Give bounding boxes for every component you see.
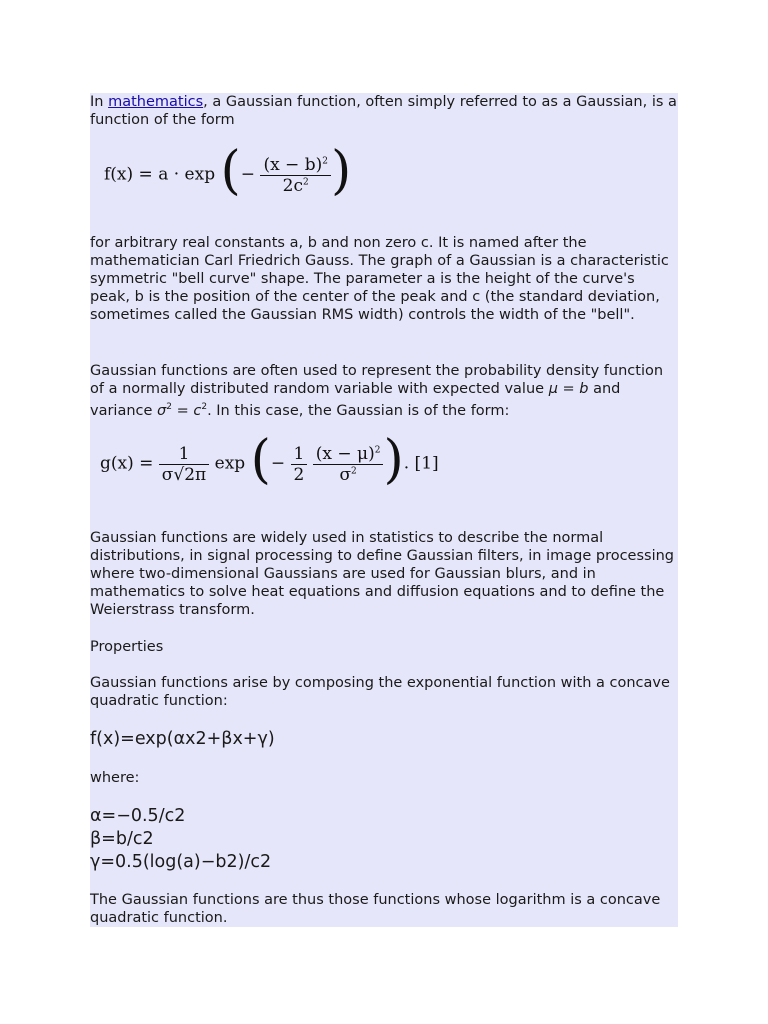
mathematics-link[interactable]: mathematics	[108, 94, 204, 110]
numerator-exponent: 2	[322, 155, 328, 166]
probability-tail: . In this case, the Gaussian is of the form:	[207, 402, 510, 419]
c-exponent: 2	[201, 402, 208, 412]
exponent-denominator: σ	[339, 464, 352, 485]
left-paren: (	[220, 141, 241, 201]
normalizer-denominator: σ√2π	[159, 464, 209, 485]
properties-heading: Properties	[90, 639, 164, 655]
exponent-fraction	[313, 444, 384, 485]
quadratic-exp-equation: f(x)=exp(αx2+βx+γ)	[90, 729, 275, 749]
formula-numerator: (x − b)	[263, 154, 323, 175]
denominator-exponent: 2	[303, 176, 309, 187]
exp-operator: exp	[214, 453, 246, 474]
article-panel	[90, 93, 678, 927]
applications-paragraph: Gaussian functions are widely used in statistics to describe the normal distributions, in signal processing to define Gaussian filters, in image processing where two-dimensional Gaussians are used for Gaussian blurs, and in mathematics to solve heat equations and diffusion equations and to define the Weierstrass transform.	[90, 530, 675, 618]
half-numerator: 1	[293, 443, 305, 464]
where-label: where:	[90, 770, 140, 786]
composition-paragraph: Gaussian functions arise by composing the exponential function with a concave quadratic function:	[90, 675, 670, 709]
gaussian-formula	[104, 141, 352, 201]
density-lhs: g(x) =	[100, 453, 154, 474]
variance-text: and variance	[90, 381, 621, 419]
normalizer-numerator: 1	[178, 443, 190, 464]
formula-denominator: 2c	[282, 175, 303, 196]
density-right-paren: )	[383, 430, 404, 490]
density-left-paren: (	[250, 430, 271, 490]
formula-minus: −	[240, 164, 256, 185]
formula-fraction	[260, 155, 331, 196]
normalizer-fraction	[159, 444, 209, 485]
gamma-equation: γ=0.5(log(a)−b2)/c2	[90, 852, 272, 872]
exponent-numerator: (x − μ)	[315, 443, 375, 464]
probability-paragraph	[90, 362, 678, 420]
probability-text: Gaussian functions are often used to represent the probability density function of a normally distributed random variable with expected value	[90, 363, 664, 397]
sigma-equation-rest: = c	[171, 402, 202, 419]
intro-paragraph	[90, 93, 678, 129]
sigma-exponent: 2	[166, 402, 172, 412]
beta-equation: β=b/c2	[90, 829, 154, 849]
sigma-symbol: σ	[157, 402, 167, 419]
description-paragraph: for arbitrary real constants a, b and non zero c. It is named after the mathematician Carl Friedrich Gauss. The graph of a Gaussian is a characteristic symmetric "bell curve" shape. The parameter a is the height of the curve's peak, b is the position of the center of the peak and c (the standard deviation, sometimes called the Gaussian RMS width) controls the width of the "bell".	[90, 235, 669, 323]
reference-marker: . [1]	[403, 453, 439, 474]
conclusion-paragraph: The Gaussian functions are thus those functions whose logarithm is a concave quadratic function.	[90, 892, 661, 926]
half-denominator: 2	[291, 464, 308, 485]
mu-equation: μ = b	[548, 381, 589, 397]
normal-density-formula	[100, 430, 439, 490]
exponent-denominator-power: 2	[351, 465, 357, 476]
intro-text-end: , a Gaussian function, often simply referred to as a Gaussian, is a function of the form	[90, 94, 677, 128]
right-paren: )	[330, 141, 352, 201]
exponent-numerator-power: 2	[374, 444, 381, 455]
intro-text-start: In	[90, 94, 109, 110]
formula-lhs: f(x) = a · exp	[104, 164, 216, 185]
alpha-equation: α=−0.5/c2	[90, 806, 186, 826]
half-fraction	[291, 444, 308, 485]
density-minus: −	[270, 453, 286, 474]
